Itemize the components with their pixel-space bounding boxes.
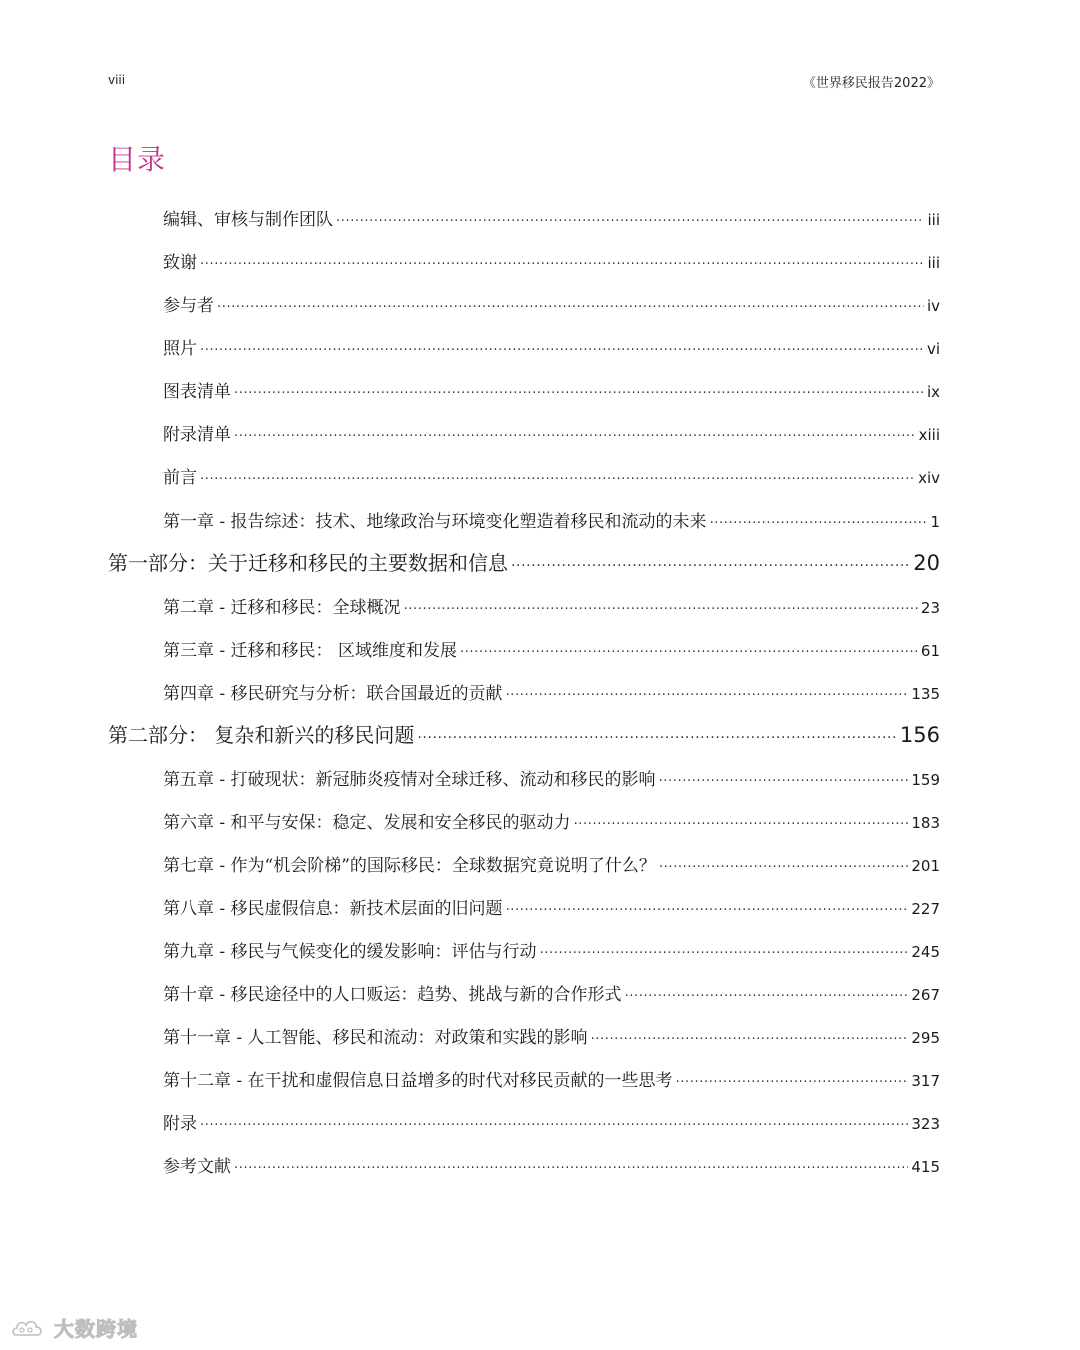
toc-entry-page: 295: [911, 1029, 940, 1047]
toc-dot-leader: [506, 682, 909, 699]
toc-entry-label: 第十二章 - 在干扰和虚假信息日益增多的时代对移民贡献的一些思考: [163, 1071, 673, 1091]
toc-dot-leader: [460, 639, 918, 656]
toc-entry-page: 415: [911, 1158, 940, 1176]
toc-dot-leader: [200, 251, 924, 268]
toc-dot-leader: [659, 854, 908, 871]
toc-entry-label: 附录: [163, 1114, 197, 1134]
toc-entry-label: 第一章 - 报告综述：技术、地缘政治与环境变化塑造着移民和流动的未来: [163, 512, 707, 532]
toc-entry-label: 第十一章 - 人工智能、移民和流动：对政策和实践的影响: [163, 1028, 588, 1048]
toc-dot-leader: [404, 596, 918, 613]
toc-entry[interactable]: [163, 593, 940, 619]
toc-entry[interactable]: [163, 937, 940, 963]
toc-entry-page: 183: [911, 814, 940, 832]
toc-entry-label: 第五章 - 打破现状：新冠肺炎疫情对全球迁移、流动和移民的影响: [163, 770, 656, 790]
toc-entry[interactable]: [163, 291, 940, 317]
toc-entry-page: vi: [926, 340, 940, 358]
toc-dot-leader: [234, 1155, 908, 1172]
toc-entry[interactable]: [163, 1066, 940, 1092]
toc-entry[interactable]: [163, 334, 940, 360]
toc-dot-leader: [336, 208, 924, 225]
toc-entry-label: 第八章 - 移民虚假信息：新技术层面的旧问题: [163, 899, 503, 919]
toc-entry[interactable]: [163, 1109, 940, 1135]
toc-entry-page: 317: [911, 1072, 940, 1090]
watermark: [10, 1313, 138, 1342]
toc-entry-page: 156: [899, 723, 940, 747]
toc-entry-page: 1: [930, 513, 940, 531]
toc-dot-leader: [659, 768, 909, 785]
toc-entry-page: 23: [920, 599, 940, 617]
toc-entry[interactable]: [163, 1023, 940, 1049]
toc-entry[interactable]: [163, 377, 940, 403]
toc-dot-leader: [511, 550, 910, 570]
toc-entry-label: 前言: [163, 468, 197, 488]
toc-title: 目录: [108, 143, 167, 176]
toc-entry-page: ix: [926, 383, 940, 401]
toc-entry-label: 参考文献: [163, 1157, 231, 1177]
toc-entry[interactable]: [163, 205, 940, 231]
toc-entry-label: 第四章 - 移民研究与分析：联合国最近的贡献: [163, 684, 503, 704]
toc-entry-page: 245: [911, 943, 940, 961]
cloud-logo-icon: [10, 1315, 50, 1341]
page-number: viii: [108, 73, 126, 87]
toc-entry[interactable]: [163, 420, 940, 446]
toc-entry-label: 第七章 - 作为“机会阶梯”的国际移民：全球数据究竟说明了什么？: [163, 856, 656, 876]
toc-entry-page: 267: [911, 986, 940, 1004]
toc-dot-leader: [234, 423, 916, 440]
toc-dot-leader: [417, 722, 897, 742]
toc-entry-page: 61: [920, 642, 940, 660]
toc-entry-page: iii: [927, 254, 940, 272]
toc-entry-page: iii: [927, 211, 940, 229]
watermark-text: 大数跨境: [54, 1317, 138, 1341]
toc-entry-label: 编辑、审核与制作团队: [163, 210, 333, 230]
toc-entry-page: 135: [911, 685, 940, 703]
toc-entry-page: xiv: [918, 469, 940, 487]
toc-entry-page: 20: [913, 551, 940, 575]
toc-entry[interactable]: [163, 894, 940, 920]
toc-entry-label: 致谢: [163, 253, 197, 273]
toc-dot-leader: [200, 1112, 908, 1129]
toc-dot-leader: [540, 940, 909, 957]
toc-dot-leader: [200, 337, 924, 354]
toc-entry[interactable]: [163, 636, 940, 662]
toc-dot-leader: [676, 1069, 909, 1086]
toc-entry-label: 第六章 - 和平与安保：稳定、发展和安全移民的驱动力: [163, 813, 571, 833]
toc-entry[interactable]: [163, 507, 940, 533]
toc-dot-leader: [574, 811, 909, 828]
toc-entry-label: 附录清单: [163, 425, 231, 445]
toc-dot-leader: [217, 294, 924, 311]
toc-dot-leader: [710, 510, 928, 527]
report-title: 《世界移民报告2022》: [802, 76, 940, 91]
toc-entry-label: 第九章 - 移民与气候变化的缓发影响：评估与行动: [163, 942, 537, 962]
toc-entry[interactable]: [163, 463, 940, 489]
toc-entry-label: 第一部分：关于迁移和移民的主要数据和信息: [108, 551, 508, 575]
toc-entry-label: 照片: [163, 339, 197, 359]
toc-dot-leader: [200, 466, 915, 483]
toc-dot-leader: [625, 983, 909, 1000]
toc-entry-label: 图表清单: [163, 382, 231, 402]
toc-entry-label: 第三章 - 迁移和移民： 区域维度和发展: [163, 641, 457, 661]
toc-entry-page: iv: [926, 297, 940, 315]
toc-entry[interactable]: [163, 980, 940, 1006]
toc-entry-page: xiii: [918, 426, 940, 444]
toc-entry[interactable]: [163, 765, 940, 791]
toc-part-heading[interactable]: [108, 719, 940, 749]
toc-entry-page: 323: [911, 1115, 940, 1133]
toc-entry[interactable]: [163, 808, 940, 834]
toc-dot-leader: [591, 1026, 909, 1043]
toc-entry-label: 第二部分： 复杂和新兴的移民问题: [108, 723, 415, 747]
toc-entry-page: 159: [911, 771, 940, 789]
toc-entry-page: 201: [911, 857, 940, 875]
toc-entry[interactable]: [163, 679, 940, 705]
toc-entry-page: 227: [911, 900, 940, 918]
toc-entry-label: 参与者: [163, 296, 214, 316]
toc-entry[interactable]: [163, 851, 940, 877]
toc-entry[interactable]: [163, 1152, 940, 1178]
toc-dot-leader: [234, 380, 924, 397]
toc-part-heading[interactable]: [108, 547, 940, 577]
toc-entry-label: 第二章 - 迁移和移民：全球概况: [163, 598, 401, 618]
toc-dot-leader: [506, 897, 909, 914]
toc-entry-label: 第十章 - 移民途径中的人口贩运：趋势、挑战与新的合作形式: [163, 985, 622, 1005]
toc-entry[interactable]: [163, 248, 940, 274]
